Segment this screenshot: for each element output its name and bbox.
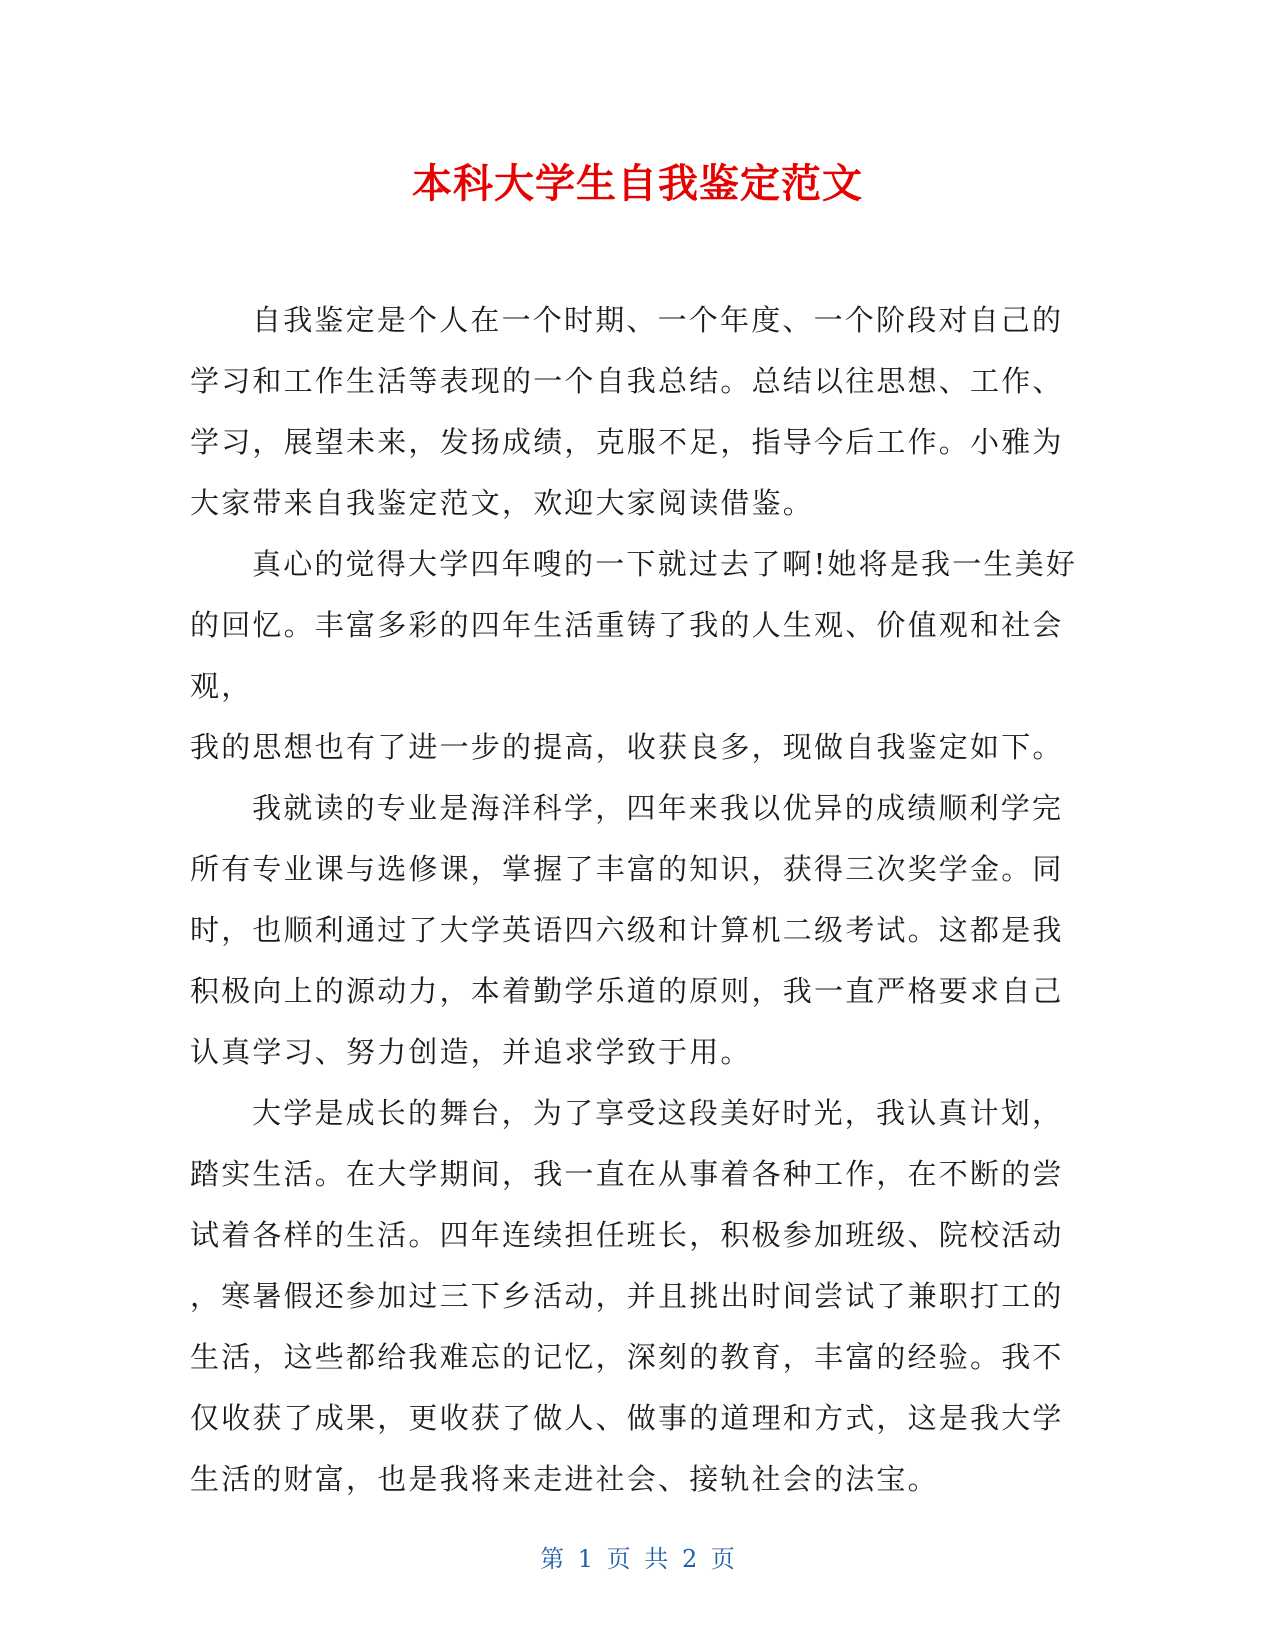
text-line: 的回忆。丰富多彩的四年生活重铸了我的人生观、价值观和社会 bbox=[190, 608, 1064, 642]
text-line: 大家带来自我鉴定范文，欢迎大家阅读借鉴。 bbox=[190, 486, 815, 520]
text-line: 试着各样的生活。四年连续担任班长，积极参加班级、院校活动 bbox=[190, 1218, 1064, 1252]
page-title: 本科大学生自我鉴定范文 bbox=[412, 161, 863, 207]
text-line: 认真学习、努力创造，并追求学致于用。 bbox=[190, 1035, 752, 1069]
text-line: 学习，展望未来，发扬成绩，克服不足，指导今后工作。小雅为 bbox=[190, 425, 1064, 459]
paragraph-first-line: 自我鉴定是个人在一个时期、一个年度、一个阶段对自己的 bbox=[252, 303, 1064, 337]
text-line: 积极向上的源动力，本着勤学乐道的原则，我一直严格要求自己 bbox=[190, 974, 1064, 1008]
text-line: 所有专业课与选修课，掌握了丰富的知识，获得三次奖学金。同 bbox=[190, 852, 1064, 886]
text-line: ，寒暑假还参加过三下乡活动，并且挑出时间尝试了兼职打工的 bbox=[190, 1279, 1064, 1313]
document-body bbox=[190, 290, 1085, 1510]
text-line: 生活，这些都给我难忘的记忆，深刻的教育，丰富的经验。我不 bbox=[190, 1340, 1064, 1374]
text-line: 踏实生活。在大学期间，我一直在从事着各种工作，在不断的尝 bbox=[190, 1157, 1064, 1191]
text-line: 观， bbox=[190, 669, 253, 703]
text-line: 我的思想也有了进一步的提高，收获良多，现做自我鉴定如下。 bbox=[190, 730, 1064, 764]
text-line: 学习和工作生活等表现的一个自我总结。总结以往思想、工作、 bbox=[190, 364, 1064, 398]
paragraph-first-line: 大学是成长的舞台，为了享受这段美好时光，我认真计划， bbox=[252, 1096, 1064, 1130]
paragraph-first-line: 我就读的专业是海洋科学，四年来我以优异的成绩顺利学完 bbox=[252, 791, 1064, 825]
text-line: 时，也顺利通过了大学英语四六级和计算机二级考试。这都是我 bbox=[190, 913, 1064, 947]
text-line: 仅收获了成果，更收获了做人、做事的道理和方式，这是我大学 bbox=[190, 1401, 1064, 1435]
page-footer: 第 1 页 共 2 页 bbox=[540, 1545, 735, 1573]
paragraph-first-line: 真心的觉得大学四年嗖的一下就过去了啊!她将是我一生美好 bbox=[252, 547, 1078, 581]
text-line: 生活的财富，也是我将来走进社会、接轨社会的法宝。 bbox=[190, 1462, 939, 1496]
